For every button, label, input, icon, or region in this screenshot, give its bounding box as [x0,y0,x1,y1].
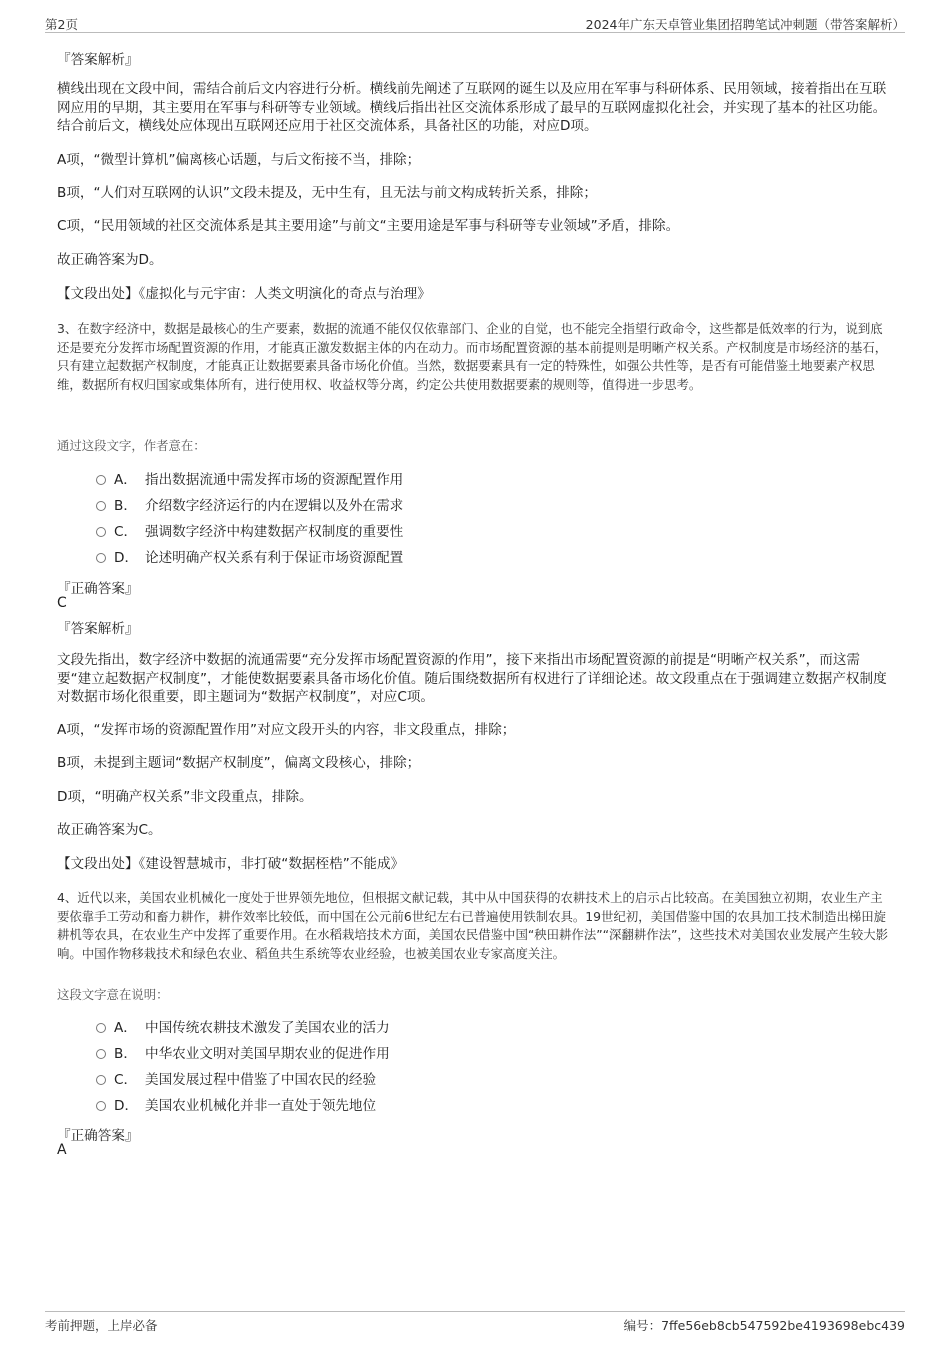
question-3-answer: C [57,595,67,611]
analysis-text: 横线出现在文段中间，需结合前后文内容进行分析。横线前先阐述了互联网的诞生以及应用在军事与科研体系、民用领域，接着指出在互联网应用的早期，其主要用在军事与科研等专业领域。横线后指出社区交流体系形成了最早的互联网虚拟化社会，并实现了基本的社区功能。结合前后文，横线处应体现出互联网还应用于社区交流体系，具备社区的功能，对应D项。 [57,81,887,134]
source: 【文段出处】《虚拟化与元宇宙：人类文明演化的奇点与治理》 [57,286,431,302]
question-3-conclusion: 故正确答案为C。 [57,822,162,838]
exclusion-a: A项，“微型计算机”偏离核心话题，与后文衔接不当，排除； [57,152,421,168]
question-3-prompt: 通过这段文字，作者意在： [57,438,206,453]
question-3-stem: 3、在数字经济中，数据是最核心的生产要素，数据的流通不能仅仅依靠部门、企业的自觉，也不能完全指望行政命令，这些都是低效率的行为，说到底还是要充分发挥市场配置资源的作用，才能真正激发数据主体的内在动力。而市场配置资源的基本前提则是明晰产权关系。产权制度是市场经济的基石，只有建立起数据产权制度，才能真正让数据要素具备市场化价值。当然，数据要素具有一定的特殊性，如强公共性等，是否有可能借鉴土地要素产权思维，数据所有权归国家或集体所有，进行使用权、收益权等分离，约定公共使用数据要素的规则等，值得进一步思考。 [57,321,888,392]
radio-icon[interactable] [96,501,106,511]
conclusion: 故正确答案为D。 [57,252,163,268]
question-4-answer-label: 『正确答案』 [57,1128,139,1144]
exclusion-b: B项，“人们对互联网的认识”文段未提及，无中生有，且无法与前文构成转折关系，排除； [57,185,597,201]
question-3-exclusion-b: B项，未提到主题词“数据产权制度”，偏离文段核心，排除； [57,755,421,771]
radio-icon[interactable] [96,527,106,537]
question-4-stem: 4、近代以来，美国农业机械化一度处于世界领先地位，但根据文献记载，其中从中国获得的农耕技术上的启示占比较高。在美国独立初期，农业生产主要依靠手工劳动和畜力耕作，耕作效率比较低，而中国在公元前6世纪左右已普遍使用铁制农具。19世纪初，美国借鉴中国的农具加工技术制造出梯田旋耕机等农具，在农业生产中发挥了重要作用。在水稻栽培技术方面，美国农民借鉴中国“秧田耕作法”“深翻耕作法”，这些技术对美国农业发展产生较大影响。中国作物移栽技术和绿色农业、稻鱼共生系统等农业经验，也被美国农业专家高度关注。 [57,890,889,961]
radio-icon[interactable] [96,475,106,485]
question-3-answer-label: 『正确答案』 [57,581,139,597]
question-3-analysis-label: 『答案解析』 [57,621,139,637]
document-code: 编号：7ffe56eb8cb547592be4193698ebc439 [623,1318,905,1333]
radio-icon[interactable] [96,1049,106,1059]
question-3-exclusion-a: A项，“发挥市场的资源配置作用”对应文段开头的内容，非文段重点，排除； [57,722,516,738]
radio-icon[interactable] [96,1101,106,1111]
page-header [45,12,905,33]
document-title: 2024年广东天卓管业集团招聘笔试冲刺题（带答案解析） [585,17,905,32]
footer-slogan: 考前押题，上岸必备 [45,1318,158,1333]
page-number: 第2页 [45,17,78,32]
exclusion-c: C项，“民用领域的社区交流体系是其主要用途”与前文“主要用途是军事与科研等专业领域”矛盾，排除。 [57,218,680,234]
analysis-label: 『答案解析』 [57,52,139,68]
question-3-source: 【文段出处】《建设智慧城市，非打破“数据桎梏”不能成》 [57,856,405,872]
question-4-answer: A [57,1142,67,1158]
radio-icon[interactable] [96,553,106,563]
question-4-prompt: 这段文字意在说明： [57,987,169,1002]
radio-icon[interactable] [96,1075,106,1085]
page-footer [45,1311,905,1332]
radio-icon[interactable] [96,1023,106,1033]
question-3-exclusion-d: D项，“明确产权关系”非文段重点，排除。 [57,789,313,805]
question-3-analysis: 文段先指出，数字经济中数据的流通需要“充分发挥市场配置资源的作用”，接下来指出市场配置资源的前提是“明晰产权关系”，而这需要“建立起数据产权制度”，才能使数据要素具备市场化价值。随后围绕数据所有权进行了详细论述。故文段重点在于强调建立数据产权制度对数据市场化很重要，即主题词为“数据产权制度”，对应C项。 [57,652,887,705]
